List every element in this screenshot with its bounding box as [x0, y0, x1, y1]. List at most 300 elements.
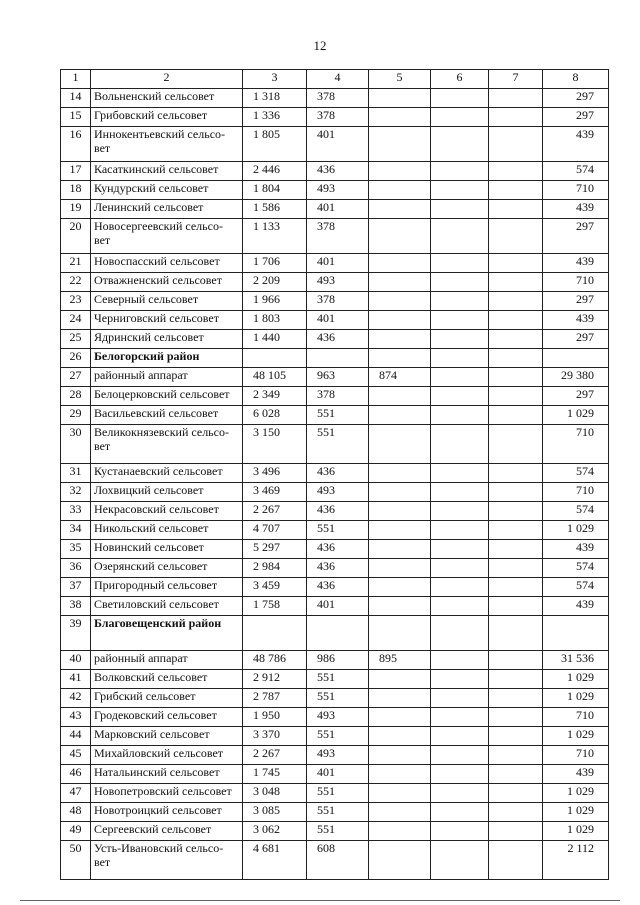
- col3-cell: 2 912: [243, 670, 307, 689]
- col6-cell: [431, 425, 489, 464]
- col6-cell: [431, 89, 489, 108]
- col6-cell: [431, 841, 489, 880]
- name-cell: Васильевский сельсовет: [91, 406, 243, 425]
- col6-cell: [431, 689, 489, 708]
- col4-cell: 551: [307, 406, 369, 425]
- col7-cell: [489, 406, 543, 425]
- table-row: [61, 803, 609, 822]
- col5-cell: [369, 292, 431, 311]
- table-row: [61, 254, 609, 273]
- row-number-cell: 40: [61, 651, 91, 670]
- name-cell: Кустанаевский сельсовет: [91, 464, 243, 483]
- col5-cell: [369, 108, 431, 127]
- col5-cell: [369, 464, 431, 483]
- col5-cell: [369, 822, 431, 841]
- col4-cell: 401: [307, 597, 369, 616]
- col7-cell: [489, 368, 543, 387]
- table-row: [61, 162, 609, 181]
- col7-cell: [489, 219, 543, 254]
- col4-cell: 551: [307, 425, 369, 464]
- col4-cell: 436: [307, 330, 369, 349]
- col6-cell: [431, 784, 489, 803]
- col5-cell: [369, 746, 431, 765]
- col6-cell: [431, 292, 489, 311]
- col3-cell: 3 150: [243, 425, 307, 464]
- page-number: 12: [313, 38, 327, 53]
- col3-cell: 4 681: [243, 841, 307, 880]
- name-cell: Новопетровский сельсовет: [91, 784, 243, 803]
- col3-cell: 2 984: [243, 559, 307, 578]
- row-number-cell: 30: [61, 425, 91, 464]
- col7-cell: [489, 689, 543, 708]
- col5-cell: [369, 540, 431, 559]
- col4-cell: [307, 349, 369, 368]
- name-cell: Озерянский сельсовет: [91, 559, 243, 578]
- col5-cell: [369, 765, 431, 784]
- table-row: [61, 689, 609, 708]
- name-cell: Новоспасский сельсовет: [91, 254, 243, 273]
- col8-cell: 710: [543, 746, 609, 765]
- col5-cell: [369, 127, 431, 162]
- col4-cell: 436: [307, 559, 369, 578]
- name-cell: Марковский сельсовет: [91, 727, 243, 746]
- col4-cell: 493: [307, 273, 369, 292]
- row-number-cell: 25: [61, 330, 91, 349]
- row-number-cell: 46: [61, 765, 91, 784]
- col6-cell: [431, 108, 489, 127]
- col3-cell: 1 758: [243, 597, 307, 616]
- col8-cell: 297: [543, 219, 609, 254]
- col5-cell: [369, 784, 431, 803]
- col6-cell: [431, 651, 489, 670]
- col4-cell: 551: [307, 822, 369, 841]
- col6-cell: [431, 368, 489, 387]
- row-number-cell: 18: [61, 181, 91, 200]
- col6-cell: [431, 670, 489, 689]
- table-row: [61, 127, 609, 162]
- col6-cell: [431, 387, 489, 406]
- col3-cell: 3 370: [243, 727, 307, 746]
- col8-cell: 710: [543, 181, 609, 200]
- name-cell: Благовещенский район: [91, 616, 243, 651]
- row-number-cell: 19: [61, 200, 91, 219]
- table-row: [61, 521, 609, 540]
- table-row: [61, 784, 609, 803]
- col7-cell: [489, 502, 543, 521]
- col7-cell: [489, 803, 543, 822]
- name-cell: районный аппарат: [91, 651, 243, 670]
- name-cell: Отважненский сельсовет: [91, 273, 243, 292]
- col8-cell: 297: [543, 387, 609, 406]
- col3-cell: 48 786: [243, 651, 307, 670]
- name-cell: Ядринский сельсовет: [91, 330, 243, 349]
- col3-cell: 48 105: [243, 368, 307, 387]
- col8-cell: 439: [543, 127, 609, 162]
- name-cell: Гродековский сельсовет: [91, 708, 243, 727]
- name-cell: Новотроицкий сельсовет: [91, 803, 243, 822]
- col8-cell: [543, 349, 609, 368]
- name-cell: Иннокентьевский сельсо-вет: [91, 127, 243, 162]
- name-cell: Белогорский район: [91, 349, 243, 368]
- row-number-cell: 38: [61, 597, 91, 616]
- col5-cell: [369, 616, 431, 651]
- name-cell: Михайловский сельсовет: [91, 746, 243, 765]
- col5-cell: [369, 727, 431, 746]
- col6-cell: [431, 273, 489, 292]
- col4-cell: 436: [307, 464, 369, 483]
- row-number-cell: 34: [61, 521, 91, 540]
- row-number-cell: 43: [61, 708, 91, 727]
- name-cell: Великокнязевский сельсо-вет: [91, 425, 243, 464]
- col6-cell: [431, 616, 489, 651]
- col6-cell: [431, 803, 489, 822]
- table-header-row: [61, 70, 609, 89]
- col4-cell: 551: [307, 727, 369, 746]
- col6-cell: [431, 502, 489, 521]
- row-number-cell: 35: [61, 540, 91, 559]
- name-cell: Натальинский сельсовет: [91, 765, 243, 784]
- name-cell: Некрасовский сельсовет: [91, 502, 243, 521]
- col8-cell: 2 112: [543, 841, 609, 880]
- col7-cell: [489, 708, 543, 727]
- table-row: [61, 273, 609, 292]
- row-number-cell: 24: [61, 311, 91, 330]
- col5-cell: [369, 219, 431, 254]
- col6-cell: [431, 162, 489, 181]
- col7-cell: [489, 521, 543, 540]
- col3-cell: 1 803: [243, 311, 307, 330]
- col5-cell: 874: [369, 368, 431, 387]
- col4-cell: 436: [307, 162, 369, 181]
- col8-cell: 1 029: [543, 521, 609, 540]
- col3-cell: 3 085: [243, 803, 307, 822]
- col5-cell: [369, 559, 431, 578]
- row-number-cell: 16: [61, 127, 91, 162]
- col5-cell: [369, 425, 431, 464]
- col7-cell: [489, 483, 543, 502]
- col3-cell: 2 446: [243, 162, 307, 181]
- col3-cell: 1 318: [243, 89, 307, 108]
- col4-cell: 378: [307, 89, 369, 108]
- col4-cell: 608: [307, 841, 369, 880]
- col7-cell: [489, 784, 543, 803]
- col5-cell: [369, 200, 431, 219]
- col5-cell: [369, 254, 431, 273]
- col8-cell: 439: [543, 765, 609, 784]
- table-row: [61, 841, 609, 880]
- row-number-cell: 26: [61, 349, 91, 368]
- col6-cell: [431, 483, 489, 502]
- col5-cell: [369, 89, 431, 108]
- col8-cell: 439: [543, 311, 609, 330]
- name-cell: Ленинский сельсовет: [91, 200, 243, 219]
- col5-cell: [369, 406, 431, 425]
- row-number-cell: 45: [61, 746, 91, 765]
- col6-cell: [431, 406, 489, 425]
- col8-cell: 574: [543, 502, 609, 521]
- col6-cell: [431, 727, 489, 746]
- col3-cell: 3 062: [243, 822, 307, 841]
- name-cell: Усть-Ивановский сельсо-вет: [91, 841, 243, 880]
- col7-cell: [489, 841, 543, 880]
- row-number-cell: 36: [61, 559, 91, 578]
- col4-cell: 551: [307, 521, 369, 540]
- section-row: [61, 349, 609, 368]
- col4-cell: 378: [307, 387, 369, 406]
- col7-cell: [489, 540, 543, 559]
- row-number-cell: 48: [61, 803, 91, 822]
- col3-cell: 1 966: [243, 292, 307, 311]
- col6-cell: [431, 311, 489, 330]
- col3-cell: 4 707: [243, 521, 307, 540]
- row-number-cell: 47: [61, 784, 91, 803]
- col3-cell: 1 586: [243, 200, 307, 219]
- col3-cell: 2 349: [243, 387, 307, 406]
- name-cell: районный аппарат: [91, 368, 243, 387]
- row-number-cell: 32: [61, 483, 91, 502]
- table-row: [61, 597, 609, 616]
- col5-cell: [369, 311, 431, 330]
- col7-cell: [489, 597, 543, 616]
- col6-cell: [431, 200, 489, 219]
- col5-cell: [369, 483, 431, 502]
- table-row: [61, 822, 609, 841]
- col7-cell: [489, 127, 543, 162]
- col8-cell: 297: [543, 89, 609, 108]
- col6-cell: [431, 127, 489, 162]
- col5-cell: [369, 708, 431, 727]
- col3-cell: 1 805: [243, 127, 307, 162]
- name-cell: Светиловский сельсовет: [91, 597, 243, 616]
- col6-cell: [431, 597, 489, 616]
- col3-cell: 1 336: [243, 108, 307, 127]
- col7-cell: [489, 727, 543, 746]
- col4-cell: 551: [307, 803, 369, 822]
- column-header: 5: [369, 70, 431, 89]
- col8-cell: 297: [543, 292, 609, 311]
- col3-cell: 1 133: [243, 219, 307, 254]
- table-body: [61, 70, 609, 880]
- col6-cell: [431, 559, 489, 578]
- row-number-cell: 31: [61, 464, 91, 483]
- row-number-cell: 15: [61, 108, 91, 127]
- table-row: [61, 292, 609, 311]
- col4-cell: 436: [307, 502, 369, 521]
- col4-cell: 963: [307, 368, 369, 387]
- col5-cell: [369, 841, 431, 880]
- col7-cell: [489, 200, 543, 219]
- col3-cell: 2 209: [243, 273, 307, 292]
- col6-cell: [431, 521, 489, 540]
- col4-cell: 401: [307, 254, 369, 273]
- col4-cell: 436: [307, 540, 369, 559]
- col3-cell: 2 267: [243, 502, 307, 521]
- table-row: [61, 108, 609, 127]
- col6-cell: [431, 181, 489, 200]
- col8-cell: 1 029: [543, 670, 609, 689]
- col7-cell: [489, 273, 543, 292]
- col3-cell: 1 950: [243, 708, 307, 727]
- col6-cell: [431, 540, 489, 559]
- column-header: 8: [543, 70, 609, 89]
- col8-cell: 31 536: [543, 651, 609, 670]
- col7-cell: [489, 349, 543, 368]
- col4-cell: 378: [307, 108, 369, 127]
- row-number-cell: 20: [61, 219, 91, 254]
- col5-cell: [369, 162, 431, 181]
- col5-cell: [369, 273, 431, 292]
- row-number-cell: 42: [61, 689, 91, 708]
- row-number-cell: 44: [61, 727, 91, 746]
- col5-cell: [369, 689, 431, 708]
- col8-cell: 1 029: [543, 689, 609, 708]
- col5-cell: [369, 181, 431, 200]
- row-number-cell: 28: [61, 387, 91, 406]
- col3-cell: [243, 349, 307, 368]
- col4-cell: 401: [307, 765, 369, 784]
- col7-cell: [489, 387, 543, 406]
- col3-cell: 3 469: [243, 483, 307, 502]
- col3-cell: 1 440: [243, 330, 307, 349]
- name-cell: Никольский сельсовет: [91, 521, 243, 540]
- name-cell: Грибский сельсовет: [91, 689, 243, 708]
- col4-cell: 493: [307, 708, 369, 727]
- col7-cell: [489, 746, 543, 765]
- col3-cell: 2 267: [243, 746, 307, 765]
- table-row: [61, 727, 609, 746]
- name-cell: Грибовский сельсовет: [91, 108, 243, 127]
- col8-cell: 29 380: [543, 368, 609, 387]
- table-row: [61, 483, 609, 502]
- col7-cell: [489, 162, 543, 181]
- row-number-cell: 21: [61, 254, 91, 273]
- col6-cell: [431, 330, 489, 349]
- col3-cell: 3 459: [243, 578, 307, 597]
- table-row: [61, 425, 609, 464]
- col4-cell: 378: [307, 292, 369, 311]
- col6-cell: [431, 254, 489, 273]
- col4-cell: 493: [307, 746, 369, 765]
- col4-cell: 986: [307, 651, 369, 670]
- col5-cell: [369, 803, 431, 822]
- col5-cell: [369, 670, 431, 689]
- col8-cell: 574: [543, 464, 609, 483]
- table-row: [61, 670, 609, 689]
- table-row: [61, 578, 609, 597]
- table-row: [61, 387, 609, 406]
- col7-cell: [489, 181, 543, 200]
- table-row: [61, 464, 609, 483]
- table-row: [61, 765, 609, 784]
- col8-cell: 710: [543, 425, 609, 464]
- table-row: [61, 200, 609, 219]
- name-cell: Черниговский сельсовет: [91, 311, 243, 330]
- col8-cell: 439: [543, 597, 609, 616]
- row-number-cell: 22: [61, 273, 91, 292]
- col8-cell: 1 029: [543, 784, 609, 803]
- name-cell: Новинский сельсовет: [91, 540, 243, 559]
- col8-cell: 439: [543, 254, 609, 273]
- column-header: 7: [489, 70, 543, 89]
- row-number-cell: 33: [61, 502, 91, 521]
- col8-cell: 1 029: [543, 803, 609, 822]
- col8-cell: 1 029: [543, 406, 609, 425]
- col8-cell: 710: [543, 273, 609, 292]
- column-header: 6: [431, 70, 489, 89]
- col7-cell: [489, 822, 543, 841]
- col3-cell: 1 804: [243, 181, 307, 200]
- name-cell: Северный сельсовет: [91, 292, 243, 311]
- table-row: [61, 406, 609, 425]
- col8-cell: 1 029: [543, 822, 609, 841]
- col8-cell: 574: [543, 559, 609, 578]
- column-header: 2: [91, 70, 243, 89]
- table-row: [61, 651, 609, 670]
- column-header: 3: [243, 70, 307, 89]
- column-header: 1: [61, 70, 91, 89]
- col7-cell: [489, 559, 543, 578]
- table-row: [61, 181, 609, 200]
- col4-cell: 401: [307, 200, 369, 219]
- name-cell: Новосергеевский сельсо-вет: [91, 219, 243, 254]
- col3-cell: 2 787: [243, 689, 307, 708]
- col8-cell: 1 029: [543, 727, 609, 746]
- col3-cell: 1 706: [243, 254, 307, 273]
- col4-cell: 493: [307, 483, 369, 502]
- col6-cell: [431, 765, 489, 784]
- table-row: [61, 559, 609, 578]
- col8-cell: 297: [543, 108, 609, 127]
- col7-cell: [489, 464, 543, 483]
- col7-cell: [489, 616, 543, 651]
- table-row: [61, 708, 609, 727]
- col7-cell: [489, 311, 543, 330]
- col6-cell: [431, 708, 489, 727]
- column-header: 4: [307, 70, 369, 89]
- col3-cell: 5 297: [243, 540, 307, 559]
- col5-cell: [369, 578, 431, 597]
- col4-cell: 551: [307, 670, 369, 689]
- col5-cell: 895: [369, 651, 431, 670]
- col5-cell: [369, 521, 431, 540]
- col4-cell: 436: [307, 578, 369, 597]
- row-number-cell: 50: [61, 841, 91, 880]
- col3-cell: 1 745: [243, 765, 307, 784]
- col6-cell: [431, 578, 489, 597]
- col7-cell: [489, 670, 543, 689]
- col8-cell: 439: [543, 200, 609, 219]
- col8-cell: 574: [543, 578, 609, 597]
- name-cell: Лохвицкий сельсовет: [91, 483, 243, 502]
- col6-cell: [431, 219, 489, 254]
- row-number-cell: 29: [61, 406, 91, 425]
- row-number-cell: 39: [61, 616, 91, 651]
- col7-cell: [489, 425, 543, 464]
- allocation-table: [60, 69, 609, 880]
- col8-cell: 710: [543, 708, 609, 727]
- col4-cell: 401: [307, 311, 369, 330]
- table-row: [61, 89, 609, 108]
- col8-cell: 710: [543, 483, 609, 502]
- col7-cell: [489, 651, 543, 670]
- col5-cell: [369, 330, 431, 349]
- col6-cell: [431, 822, 489, 841]
- col3-cell: 6 028: [243, 406, 307, 425]
- name-cell: Касаткинский сельсовет: [91, 162, 243, 181]
- col8-cell: 574: [543, 162, 609, 181]
- col7-cell: [489, 765, 543, 784]
- col6-cell: [431, 349, 489, 368]
